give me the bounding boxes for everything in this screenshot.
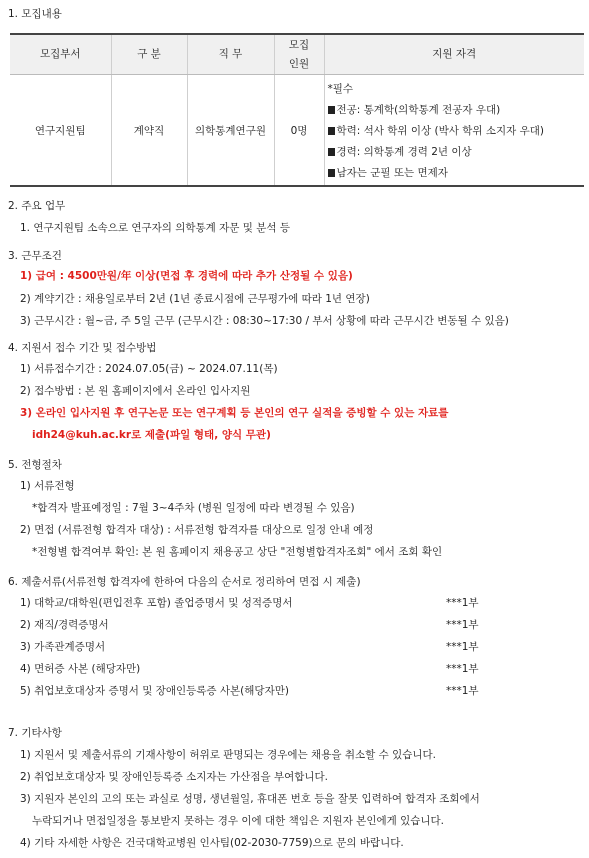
header-type: 구 분 xyxy=(111,34,187,75)
note-item: 4) 기타 자세한 사항은 건국대학교병원 인사팀(02-2030-7759)으로 문의 바랍니다. xyxy=(20,837,404,849)
section-4-heading: 4. 지원서 접수 기간 및 접수방법 xyxy=(8,342,157,354)
recruitment-table xyxy=(10,33,584,187)
result-check-note: *전형별 합격여부 확인: 본 원 홈페이지 채용공고 상단 "전형별합격자조회" 에서 조회 확인 xyxy=(32,546,443,558)
document-item-label: 4) 면허증 사본 (해당자만) xyxy=(20,663,141,675)
cell-type: 계약직 xyxy=(111,75,187,187)
application-period-item: 1) 서류접수기간 : 2024.07.05(금) ~ 2024.07.11(목) xyxy=(20,363,278,375)
announcement-date-note: *합격자 발표예정일 : 7월 3~4주차 (병원 일정에 따라 변경될 수 있음) xyxy=(32,502,355,514)
document-item-label: 2) 재직/경력증명서 xyxy=(20,619,109,631)
header-department: 모집부서 xyxy=(10,34,111,75)
section-1-heading: 1. 모집내용 xyxy=(8,8,62,20)
submission-note-item: 3) 온라인 입사지원 후 연구논문 또는 연구계획 등 본인의 연구 실적을 증빙할 수 있는 자료를 xyxy=(20,407,449,419)
document-item-copies: ***1부 xyxy=(446,685,479,697)
document-item-label: 1) 대학교/대학원(편입전후 포함) 졸업증명서 및 성적증명서 xyxy=(20,597,293,609)
cell-position: 의학통계연구원 xyxy=(187,75,274,187)
section-2-heading: 2. 주요 업무 xyxy=(8,200,66,212)
note-item: 3) 지원자 본인의 고의 또는 과실로 성명, 생년월일, 휴대폰 번호 등을 잘못 입력하여 합격자 조회에서 xyxy=(20,793,480,805)
salary-item: 1) 급여 : 4500만원/年 이상(면접 후 경력에 따라 추가 산정될 수 있음) xyxy=(20,270,353,282)
square-bullet-icon xyxy=(328,106,335,114)
header-position: 직 무 xyxy=(187,34,274,75)
qualification-item: 전공: 통계학(의학통계 전공자 우대) xyxy=(328,100,585,121)
header-headcount: 모집 인원 xyxy=(274,34,324,75)
document-item-copies: ***1부 xyxy=(446,619,479,631)
note-item: 2) 취업보호대상자 및 장애인등록증 소지자는 가산점을 부여합니다. xyxy=(20,771,329,783)
qualification-item: 경력: 의학통계 경력 2년 이상 xyxy=(328,142,585,163)
working-hours-item: 3) 근무시간 : 월~금, 주 5일 근무 (근무시간 : 08:30~17:30 / 부서 상황에 따라 근무시간 변동될 수 있음) xyxy=(20,315,509,327)
note-item: 1) 지원서 및 제출서류의 기재사항이 허위로 판명되는 경우에는 채용을 취소할 수 있습니다. xyxy=(20,749,436,761)
square-bullet-icon xyxy=(328,169,335,177)
application-method-item: 2) 접수방법 : 본 원 홈페이지에서 온라인 입사지원 xyxy=(20,385,251,397)
header-qualification: 지원 자격 xyxy=(324,34,584,75)
document-item-label: 5) 취업보호대상자 증명서 및 장애인등록증 사본(해당자만) xyxy=(20,685,289,697)
cell-department: 연구지원팀 xyxy=(10,75,111,187)
section-6-heading: 6. 제출서류(서류전형 합격자에 한하여 다음의 순서로 정리하여 면접 시 제출) xyxy=(8,576,361,588)
cell-qualification xyxy=(324,75,584,187)
section-7-heading: 7. 기타사항 xyxy=(8,727,62,739)
document-item-copies: ***1부 xyxy=(446,641,479,653)
qualification-item: 남자는 군필 또는 면제자 xyxy=(328,163,585,184)
qualification-item: 학력: 석사 학위 이상 (박사 학위 소지자 우대) xyxy=(328,121,585,142)
note-item-continuation: 누락되거나 면접일정을 통보받지 못하는 경우 이에 대한 책임은 지원자 본인에게 있습니다. xyxy=(32,815,445,827)
section-3-heading: 3. 근무조건 xyxy=(8,250,62,262)
document-item-copies: ***1부 xyxy=(446,663,479,675)
interview-item: 2) 면접 (서류전형 합격자 대상) : 서류전형 합격자를 대상으로 일정 안내 예정 xyxy=(20,524,374,536)
document-item-copies: ***1부 xyxy=(446,597,479,609)
document-item-label: 3) 가족관계증명서 xyxy=(20,641,106,653)
contract-period-item: 2) 계약기간 : 채용일로부터 2년 (1년 종료시점에 근무평가에 따라 1년 연장) xyxy=(20,293,370,305)
table-header-row xyxy=(10,34,584,75)
square-bullet-icon xyxy=(328,127,335,135)
square-bullet-icon xyxy=(328,148,335,156)
qualification-required-label: *필수 xyxy=(327,83,354,95)
table-row xyxy=(10,75,584,187)
submission-email-line: idh24@kuh.ac.kr로 제출(파일 형태, 양식 무관) xyxy=(32,429,271,441)
cell-headcount: 0명 xyxy=(274,75,324,187)
document-screening-item: 1) 서류전형 xyxy=(20,480,75,492)
section-5-heading: 5. 전형절차 xyxy=(8,459,62,471)
duty-item: 1. 연구지원팀 소속으로 연구자의 의학통계 자문 및 분석 등 xyxy=(20,222,291,234)
